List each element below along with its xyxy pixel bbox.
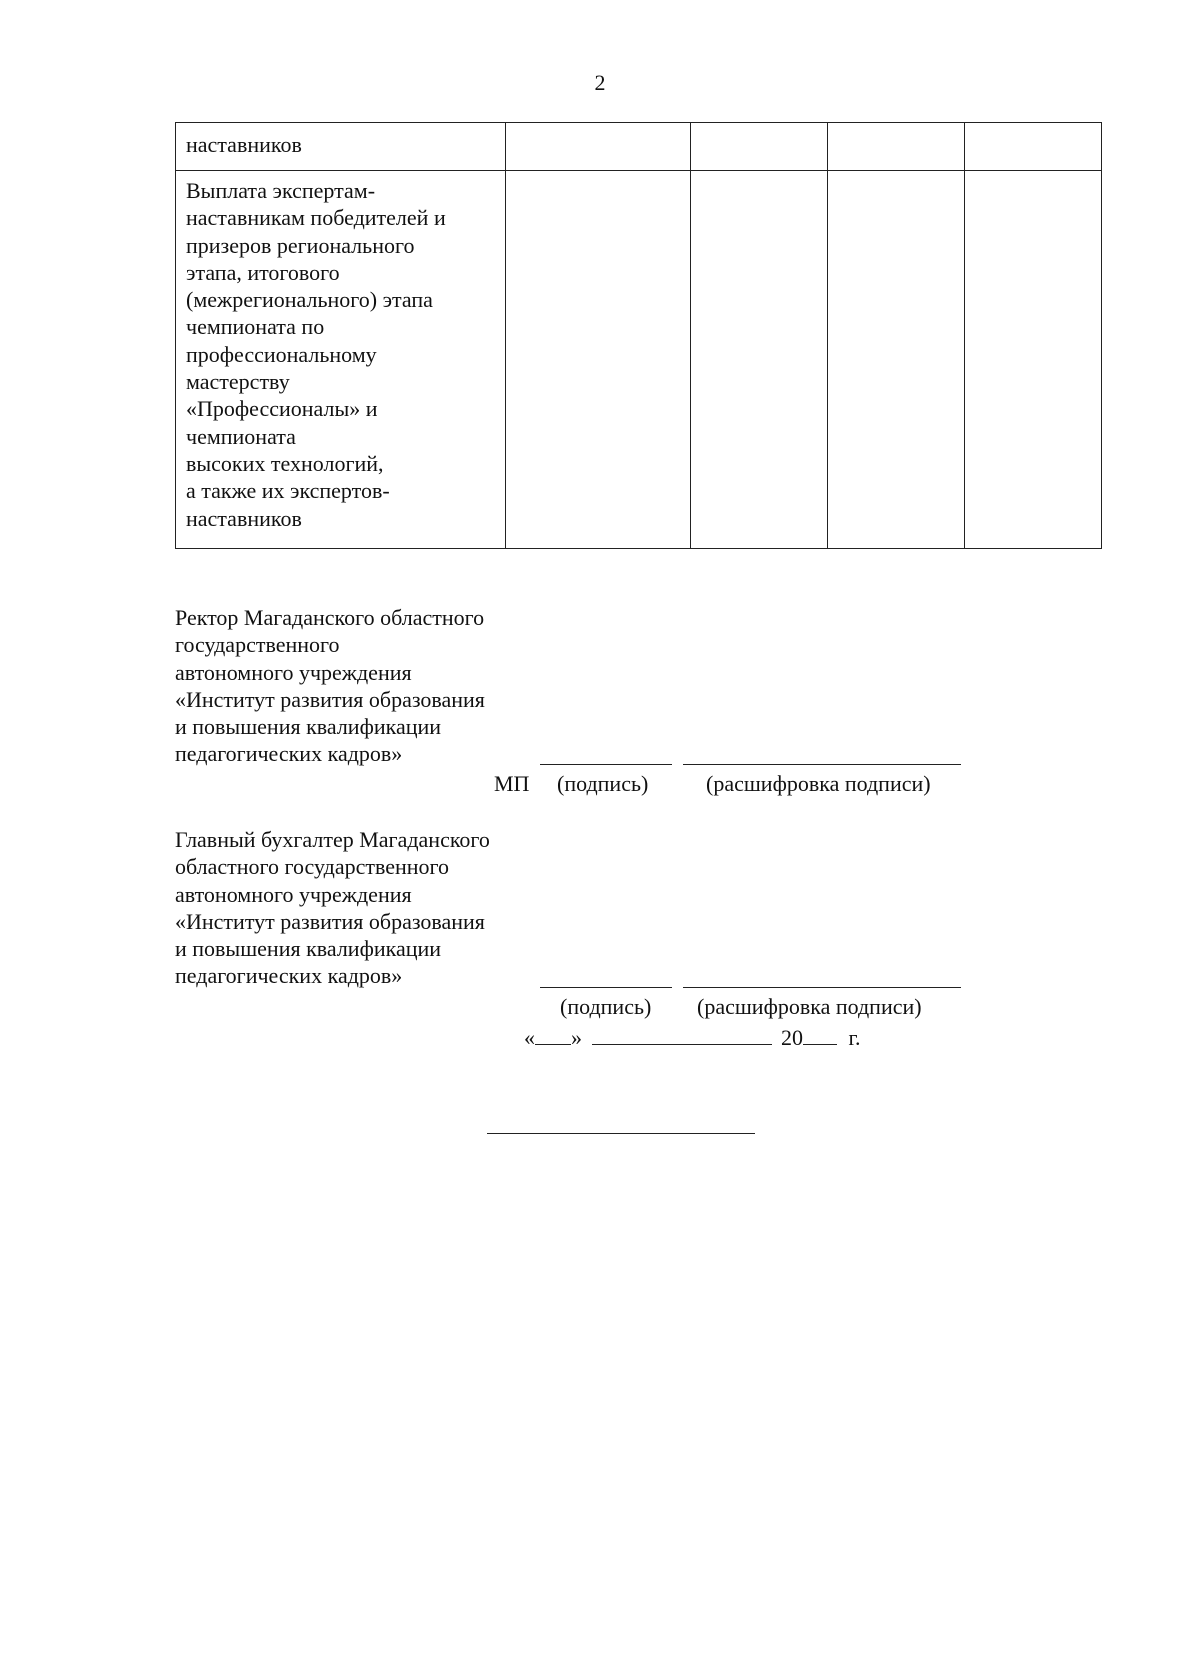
row-label-line: чемпионата (186, 423, 296, 449)
end-of-document-rule (487, 1133, 755, 1134)
accountant-transcript-caption: (расшифровка подписи) (697, 994, 922, 1019)
day-blank (535, 1024, 571, 1045)
rector-title-line: государственного (175, 632, 340, 658)
row-label-line: призеров регионального (186, 232, 415, 258)
rector-transcript-line (683, 764, 961, 765)
table-row (176, 123, 1102, 171)
accountant-transcript-line (683, 987, 961, 988)
rector-transcript-caption: (расшифровка подписи) (706, 771, 931, 796)
table-cell (965, 123, 1102, 171)
table-cell (828, 123, 965, 171)
accountant-signature-line (540, 987, 672, 988)
row-label-line: профессиональному (186, 341, 377, 367)
month-blank (592, 1024, 772, 1045)
accountant-title-line: областного государственного (175, 854, 450, 880)
date-open-quote: « (524, 1025, 535, 1050)
year-blank (803, 1024, 837, 1045)
row-label-line: высоких технологий, (186, 450, 384, 476)
year-prefix: 20 (781, 1025, 803, 1050)
accountant-title-line: Главный бухгалтер Магаданского (175, 827, 490, 852)
rector-title-line: Ректор Магаданского областного (175, 605, 485, 630)
rector-signature-line (540, 764, 672, 765)
table-cell (965, 171, 1102, 549)
row-label-line: наставников (186, 505, 302, 531)
date-close-quote: » (571, 1025, 582, 1050)
stamp-label: МП (494, 771, 530, 796)
rector-title-line: «Институт развития образования (175, 686, 485, 712)
rector-signature-caption: (подпись) (557, 771, 649, 796)
accountant-title-line: и повышения квалификации (175, 936, 442, 962)
row-label-line: чемпионата по (186, 314, 325, 340)
page-number: 2 (594, 70, 606, 95)
row-label-cell (176, 171, 506, 549)
row-label-line: наставников (186, 132, 302, 157)
row-label-line: Выплата экспертам- (186, 178, 376, 203)
row-label-line: этапа, итогового (186, 259, 340, 285)
table-cell (506, 171, 691, 549)
row-label-line: а также их экспертов- (186, 478, 390, 504)
year-suffix: г. (848, 1025, 861, 1050)
rector-title-line: педагогических кадров» (175, 741, 403, 767)
row-label-line: мастерству (186, 369, 290, 395)
payments-table (175, 122, 1102, 549)
table-cell (691, 171, 828, 549)
table-cell (828, 171, 965, 549)
row-label-cell (176, 123, 506, 171)
accountant-signature-caption: (подпись) (560, 994, 652, 1019)
table-cell (506, 123, 691, 171)
accountant-title-line: «Институт развития образования (175, 908, 485, 934)
table-row (176, 171, 1102, 549)
row-label-line: (межрегионального) этапа (186, 287, 433, 313)
rector-title (175, 604, 485, 768)
table-cell (691, 123, 828, 171)
row-label-line: «Профессионалы» и (186, 396, 378, 422)
row-label-line: наставникам победителей и (186, 205, 446, 231)
rector-title-line: и повышения квалификации (175, 714, 442, 740)
accountant-title (175, 826, 490, 990)
accountant-title-line: педагогических кадров» (175, 963, 403, 989)
accountant-title-line: автономного учреждения (175, 881, 412, 907)
date-line (524, 1024, 861, 1051)
rector-title-line: автономного учреждения (175, 659, 412, 685)
